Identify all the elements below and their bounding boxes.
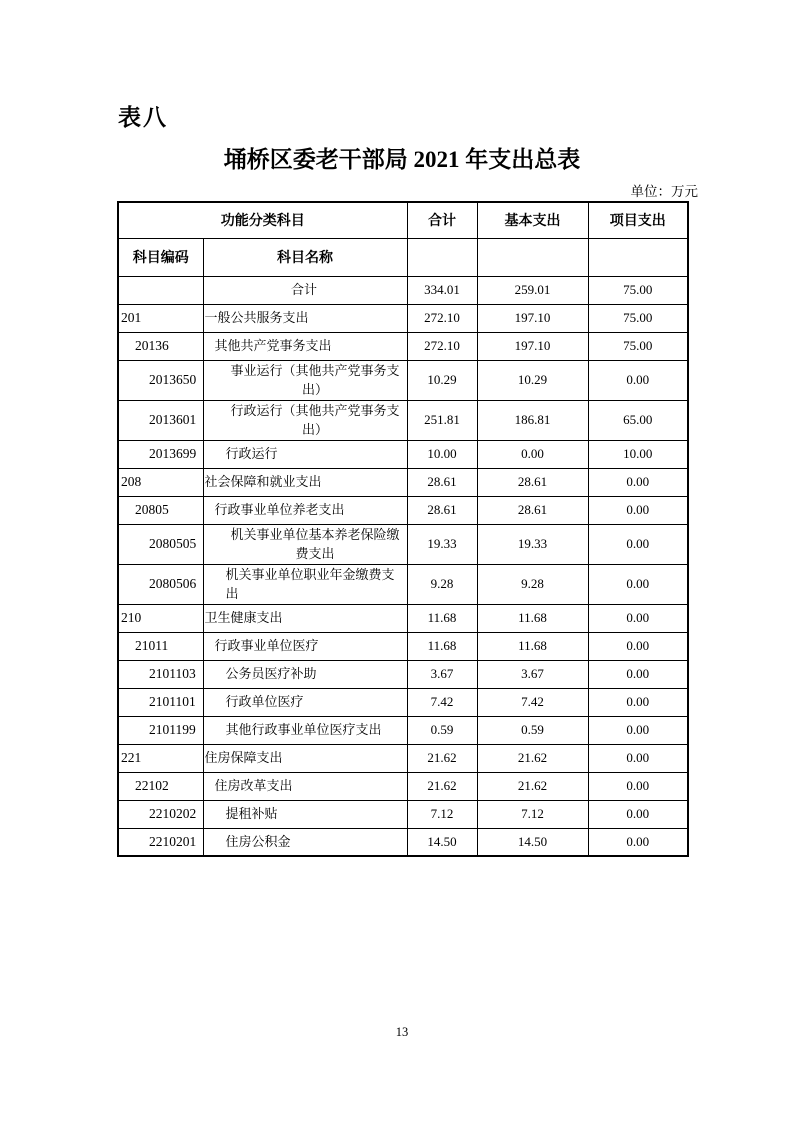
code-cell: 2013650 — [118, 360, 203, 400]
code-cell: 20136 — [118, 332, 203, 360]
table-row — [118, 604, 688, 632]
table-body — [118, 276, 688, 856]
code-cell — [118, 276, 203, 304]
total-cell: 272.10 — [407, 304, 477, 332]
basic-cell: 186.81 — [477, 400, 588, 440]
code-cell: 2013601 — [118, 400, 203, 440]
table-row — [118, 800, 688, 828]
project-cell: 75.00 — [588, 332, 688, 360]
table-row — [118, 400, 688, 440]
table-row — [118, 744, 688, 772]
code-cell: 21011 — [118, 632, 203, 660]
name-cell: 住房公积金 — [203, 828, 407, 856]
basic-cell: 11.68 — [477, 604, 588, 632]
code-cell: 210 — [118, 604, 203, 632]
basic-cell: 21.62 — [477, 744, 588, 772]
total-cell: 0.59 — [407, 716, 477, 744]
basic-cell: 28.61 — [477, 496, 588, 524]
name-cell: 行政单位医疗 — [203, 688, 407, 716]
table-row — [118, 828, 688, 856]
table-label: 表八 — [118, 105, 168, 130]
project-cell: 10.00 — [588, 440, 688, 468]
table-row — [118, 772, 688, 800]
total-cell: 251.81 — [407, 400, 477, 440]
code-cell: 2101103 — [118, 660, 203, 688]
total-cell: 7.12 — [407, 800, 477, 828]
basic-cell: 21.62 — [477, 772, 588, 800]
name-cell: 行政运行 — [203, 440, 407, 468]
project-cell: 0.00 — [588, 524, 688, 564]
table-row — [118, 276, 688, 304]
table-row — [118, 496, 688, 524]
table-row — [118, 632, 688, 660]
project-cell: 0.00 — [588, 800, 688, 828]
basic-cell: 11.68 — [477, 632, 588, 660]
table-row — [118, 304, 688, 332]
expenditure-table — [117, 201, 689, 857]
project-cell: 0.00 — [588, 716, 688, 744]
project-cell: 0.00 — [588, 468, 688, 496]
basic-cell: 0.00 — [477, 440, 588, 468]
total-cell: 10.00 — [407, 440, 477, 468]
project-cell: 0.00 — [588, 660, 688, 688]
code-cell: 201 — [118, 304, 203, 332]
basic-cell: 7.42 — [477, 688, 588, 716]
code-cell: 2210202 — [118, 800, 203, 828]
name-cell: 机关事业单位职业年金缴费支出 — [203, 564, 407, 604]
header-functional-category: 功能分类科目 — [118, 202, 407, 238]
content-area — [117, 0, 698, 1122]
code-cell: 221 — [118, 744, 203, 772]
table-row — [118, 524, 688, 564]
header-project-expenditure: 项目支出 — [588, 202, 688, 238]
total-cell: 272.10 — [407, 332, 477, 360]
table-header — [118, 202, 688, 276]
code-cell: 2101101 — [118, 688, 203, 716]
name-cell: 行政事业单位养老支出 — [203, 496, 407, 524]
table-row — [118, 716, 688, 744]
table-row — [118, 440, 688, 468]
basic-cell: 14.50 — [477, 828, 588, 856]
basic-cell: 197.10 — [477, 332, 588, 360]
code-cell: 208 — [118, 468, 203, 496]
table-row — [118, 660, 688, 688]
name-cell: 其他共产党事务支出 — [203, 332, 407, 360]
name-cell: 住房改革支出 — [203, 772, 407, 800]
empty-header-cell — [477, 238, 588, 276]
total-cell: 21.62 — [407, 744, 477, 772]
basic-cell: 19.33 — [477, 524, 588, 564]
code-cell: 2101199 — [118, 716, 203, 744]
table-row — [118, 564, 688, 604]
page-title: 埇桥区委老干部局 2021 年支出总表 — [223, 147, 581, 172]
basic-cell: 28.61 — [477, 468, 588, 496]
total-cell: 28.61 — [407, 496, 477, 524]
page-number: 13 — [395, 1025, 409, 1039]
total-cell: 19.33 — [407, 524, 477, 564]
basic-cell: 7.12 — [477, 800, 588, 828]
code-cell: 2210201 — [118, 828, 203, 856]
total-cell: 334.01 — [407, 276, 477, 304]
project-cell: 65.00 — [588, 400, 688, 440]
empty-header-cell — [588, 238, 688, 276]
code-cell: 2013699 — [118, 440, 203, 468]
basic-cell: 259.01 — [477, 276, 588, 304]
table-row — [118, 360, 688, 400]
basic-cell: 10.29 — [477, 360, 588, 400]
total-cell: 28.61 — [407, 468, 477, 496]
table-row — [118, 688, 688, 716]
name-cell: 卫生健康支出 — [203, 604, 407, 632]
total-cell: 9.28 — [407, 564, 477, 604]
name-cell: 公务员医疗补助 — [203, 660, 407, 688]
code-cell: 2080506 — [118, 564, 203, 604]
header-row-1 — [118, 202, 688, 238]
name-cell: 合计 — [203, 276, 407, 304]
header-row-2 — [118, 238, 688, 276]
empty-header-cell — [407, 238, 477, 276]
total-cell: 3.67 — [407, 660, 477, 688]
basic-cell: 0.59 — [477, 716, 588, 744]
total-cell: 7.42 — [407, 688, 477, 716]
basic-cell: 3.67 — [477, 660, 588, 688]
project-cell: 0.00 — [588, 744, 688, 772]
basic-cell: 9.28 — [477, 564, 588, 604]
table-row — [118, 468, 688, 496]
name-cell: 其他行政事业单位医疗支出 — [203, 716, 407, 744]
name-cell: 住房保障支出 — [203, 744, 407, 772]
name-cell: 一般公共服务支出 — [203, 304, 407, 332]
total-cell: 14.50 — [407, 828, 477, 856]
project-cell: 0.00 — [588, 772, 688, 800]
code-cell: 20805 — [118, 496, 203, 524]
code-cell: 22102 — [118, 772, 203, 800]
name-cell: 行政事业单位医疗 — [203, 632, 407, 660]
project-cell: 0.00 — [588, 496, 688, 524]
basic-cell: 197.10 — [477, 304, 588, 332]
project-cell: 0.00 — [588, 604, 688, 632]
name-cell: 事业运行（其他共产党事务支出） — [203, 360, 407, 400]
header-subject-name: 科目名称 — [203, 238, 407, 276]
name-cell: 社会保障和就业支出 — [203, 468, 407, 496]
name-cell: 机关事业单位基本养老保险缴费支出 — [203, 524, 407, 564]
code-cell: 2080505 — [118, 524, 203, 564]
header-basic-expenditure: 基本支出 — [477, 202, 588, 238]
project-cell: 0.00 — [588, 688, 688, 716]
total-cell: 11.68 — [407, 632, 477, 660]
project-cell: 75.00 — [588, 276, 688, 304]
total-cell: 11.68 — [407, 604, 477, 632]
unit-note: 单位：万元 — [630, 184, 698, 199]
project-cell: 75.00 — [588, 304, 688, 332]
name-cell: 提租补贴 — [203, 800, 407, 828]
project-cell: 0.00 — [588, 564, 688, 604]
project-cell: 0.00 — [588, 828, 688, 856]
total-cell: 21.62 — [407, 772, 477, 800]
table-row — [118, 332, 688, 360]
header-subject-code: 科目编码 — [118, 238, 203, 276]
project-cell: 0.00 — [588, 632, 688, 660]
project-cell: 0.00 — [588, 360, 688, 400]
header-total: 合计 — [407, 202, 477, 238]
name-cell: 行政运行（其他共产党事务支出） — [203, 400, 407, 440]
total-cell: 10.29 — [407, 360, 477, 400]
